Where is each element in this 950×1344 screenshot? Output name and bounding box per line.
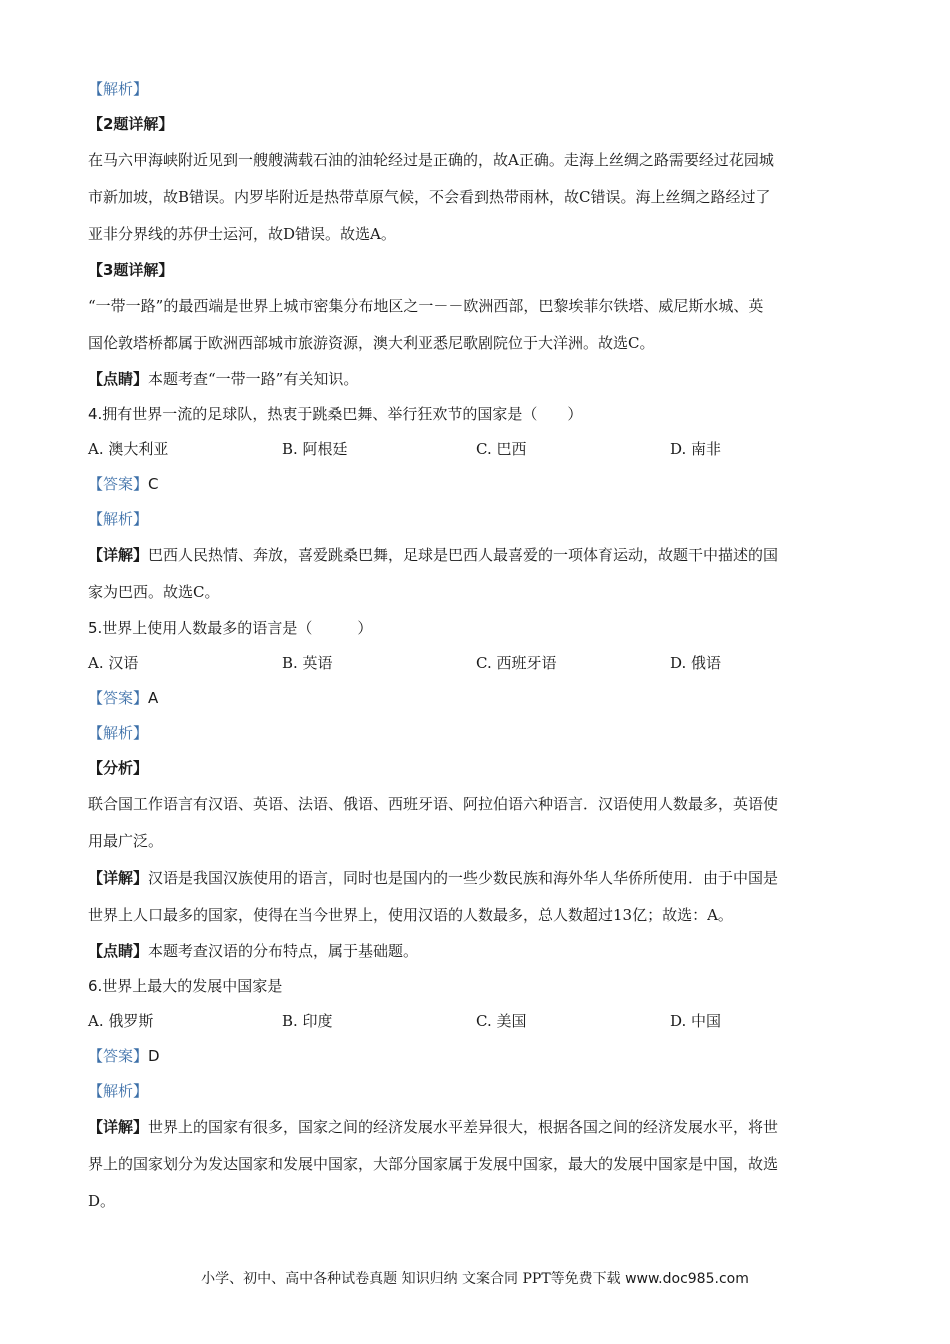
detail-line: 【详解】世界上的国家有很多，国家之间的经济发展水平差异很大，根据各国之间的经济发展水平，将世 <box>88 1118 779 1136</box>
paragraph-line: 界上的国家划分为发达国家和发展中国家，大部分国家属于发展中国家，最大的发展中国家是中国，故选 <box>88 1155 779 1173</box>
paragraph-line: 联合国工作语言有汉语、英语、法语、俄语、西班牙语、阿拉伯语六种语言．汉语使用人数最多，英语使 <box>88 795 779 813</box>
paragraph-line: 市新加坡，故B错误。内罗毕附近是热带草原气候，不会看到热带雨林，故C错误。海上丝绸之路经过了 <box>88 188 771 206</box>
analysis-heading: 【解析】 <box>88 724 149 742</box>
paragraph-line: 亚非分界线的苏伊士运河，故D错误。故选A。 <box>88 225 396 243</box>
option-b: B. 英语 <box>282 654 333 672</box>
question-6-options <box>88 1004 864 1039</box>
footer-url[interactable]: www.doc985.com <box>625 1271 749 1287</box>
question-5-stem: 5.世界上使用人数最多的语言是（ ） <box>88 619 373 637</box>
detail-line: 【详解】汉语是我国汉族使用的语言，同时也是国内的一些少数民族和海外华人华侨所使用．由于中国是 <box>88 869 779 887</box>
option-b: B. 阿根廷 <box>282 440 348 458</box>
paragraph-line: D。 <box>88 1192 116 1210</box>
q2-detail-heading: 【2题详解】 <box>88 115 174 133</box>
analysis-heading: 【解析】 <box>88 510 149 528</box>
fenxi-heading: 【分析】 <box>88 759 149 777</box>
paragraph-line: 家为巴西。故选C。 <box>88 583 220 601</box>
paragraph-line: “一带一路”的最西端是世界上城市密集分布地区之一－－欧洲西部，巴黎埃菲尔铁塔、威尼斯水城、英 <box>88 297 764 315</box>
dianjing-line: 【点睛】本题考查汉语的分布特点，属于基础题。 <box>88 942 419 960</box>
analysis-heading: 【解析】 <box>88 80 149 98</box>
option-c: C. 巴西 <box>476 440 527 458</box>
question-4-options <box>88 432 864 467</box>
page-footer <box>0 1268 950 1288</box>
option-a: A. 俄罗斯 <box>88 1012 154 1030</box>
option-c: C. 西班牙语 <box>476 654 557 672</box>
option-b: B. 印度 <box>282 1012 333 1030</box>
option-d: D. 中国 <box>670 1012 722 1030</box>
paragraph-line: 国伦敦塔桥都属于欧洲西部城市旅游资源，澳大利亚悉尼歌剧院位于大洋洲。故选C。 <box>88 334 655 352</box>
detail-line: 【详解】巴西人民热情、奔放，喜爱跳桑巴舞，足球是巴西人最喜爱的一项体育运动，故题干中描述的国 <box>88 546 779 564</box>
question-6-stem: 6.世界上最大的发展中国家是 <box>88 977 283 995</box>
paragraph-line: 用最广泛。 <box>88 832 164 850</box>
question-5-options <box>88 646 864 681</box>
analysis-heading: 【解析】 <box>88 1082 149 1100</box>
option-a: A. 汉语 <box>88 654 139 672</box>
option-d: D. 俄语 <box>670 654 722 672</box>
answer-line: 【答案】A <box>88 689 159 707</box>
option-d: D. 南非 <box>670 440 722 458</box>
option-a: A. 澳大利亚 <box>88 440 169 458</box>
paragraph-line: 在马六甲海峡附近见到一艘艘满载石油的油轮经过是正确的，故A正确。走海上丝绸之路需要经过花园城 <box>88 151 774 169</box>
document-body <box>88 72 864 1220</box>
answer-line: 【答案】C <box>88 475 159 493</box>
option-c: C. 美国 <box>476 1012 527 1030</box>
dianjing-line: 【点睛】本题考查“一带一路”有关知识。 <box>88 370 359 388</box>
paragraph-line: 世界上人口最多的国家，使得在当今世界上，使用汉语的人数最多，总人数超过13亿；故选：A。 <box>88 906 733 924</box>
q3-detail-heading: 【3题详解】 <box>88 261 174 279</box>
answer-line: 【答案】D <box>88 1047 160 1065</box>
footer-text: 小学、初中、高中各种试卷真题 知识归纳 文案合同 PPT等免费下载 <box>201 1271 626 1287</box>
question-4-stem: 4.拥有世界一流的足球队，热衷于跳桑巴舞、举行狂欢节的国家是（ ） <box>88 405 583 423</box>
